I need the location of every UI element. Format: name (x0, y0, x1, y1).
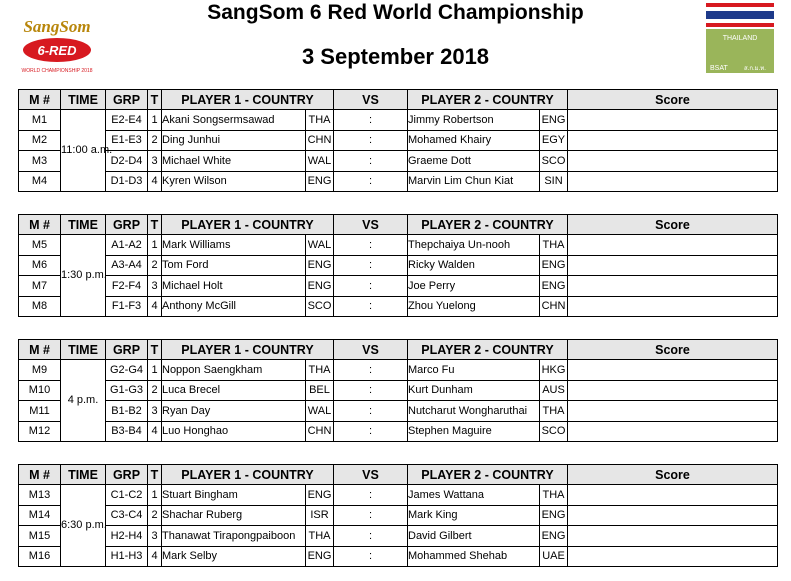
schedule-table (18, 89, 778, 192)
player2-name: James Wattana (408, 485, 540, 506)
player2-name: Mohammed Shehab (408, 546, 540, 567)
player1-country: ENG (306, 546, 334, 567)
player1-country: ENG (306, 485, 334, 506)
col-header-time: TIME (61, 340, 106, 360)
col-header-score: Score (568, 465, 778, 485)
score-cell (568, 485, 778, 506)
match-number: M15 (19, 526, 61, 547)
player2-name: Mark King (408, 505, 540, 526)
table-number: 2 (148, 505, 162, 526)
score-cell (568, 276, 778, 297)
table-number: 2 (148, 130, 162, 151)
vs-separator: : (334, 401, 408, 422)
table-row (19, 130, 778, 151)
col-header-group: GRP (106, 340, 148, 360)
table-row (19, 296, 778, 317)
table-row (19, 235, 778, 256)
player2-country: SCO (540, 421, 568, 442)
col-header-table: T (148, 215, 162, 235)
session-time: 6:30 p.m. (61, 485, 106, 567)
player2-name: Thepchaiya Un-nooh (408, 235, 540, 256)
score-cell (568, 526, 778, 547)
vs-separator: : (334, 380, 408, 401)
page-title: SangSom 6 Red World Championship (207, 1, 584, 24)
page-date: 3 September 2018 (301, 44, 490, 69)
group-pair: F2-F4 (106, 276, 148, 297)
col-header-match: M # (19, 465, 61, 485)
vs-separator: : (334, 110, 408, 131)
flag-right-text: ส.ก.ม.ท. (744, 66, 766, 72)
group-pair: A1-A2 (106, 235, 148, 256)
vs-separator: : (334, 276, 408, 297)
group-pair: E1-E3 (106, 130, 148, 151)
group-pair: G1-G3 (106, 380, 148, 401)
session-time: 1:30 p.m. (61, 235, 106, 317)
player1-country: THA (306, 110, 334, 131)
match-number: M1 (19, 110, 61, 131)
table-number: 4 (148, 171, 162, 192)
player1-country: CHN (306, 130, 334, 151)
table-row (19, 505, 778, 526)
score-cell (568, 171, 778, 192)
table-number: 4 (148, 296, 162, 317)
table-header-row (19, 90, 778, 110)
player1-name: Ding Junhui (162, 130, 306, 151)
player1-name: Akani Songsermsawad (162, 110, 306, 131)
vs-separator: : (334, 130, 408, 151)
col-header-score: Score (568, 340, 778, 360)
logo-tag-text: WORLD CHAMPIONSHIP 2018 (21, 68, 93, 74)
col-header-player2: PLAYER 2 - COUNTRY (408, 215, 568, 235)
match-number: M10 (19, 380, 61, 401)
col-header-player1: PLAYER 1 - COUNTRY (162, 215, 334, 235)
match-number: M8 (19, 296, 61, 317)
score-cell (568, 110, 778, 131)
player1-name: Kyren Wilson (162, 171, 306, 192)
player1-country: WAL (306, 151, 334, 172)
player2-country: UAE (540, 546, 568, 567)
player1-name: Tom Ford (162, 255, 306, 276)
col-header-group: GRP (106, 465, 148, 485)
col-header-player2: PLAYER 2 - COUNTRY (408, 90, 568, 110)
match-number: M16 (19, 546, 61, 567)
match-number: M4 (19, 171, 61, 192)
player1-country: WAL (306, 401, 334, 422)
player1-country: ENG (306, 276, 334, 297)
player2-country: ENG (540, 110, 568, 131)
col-header-match: M # (19, 90, 61, 110)
player2-country: CHN (540, 296, 568, 317)
player1-country: ENG (306, 171, 334, 192)
player2-country: THA (540, 401, 568, 422)
match-number: M5 (19, 235, 61, 256)
vs-separator: : (334, 171, 408, 192)
player1-name: Stuart Bingham (162, 485, 306, 506)
col-header-score: Score (568, 215, 778, 235)
col-header-vs: VS (334, 215, 408, 235)
score-cell (568, 421, 778, 442)
score-cell (568, 401, 778, 422)
table-row (19, 151, 778, 172)
schedule-table (18, 214, 778, 317)
col-header-player1: PLAYER 1 - COUNTRY (162, 340, 334, 360)
col-header-match: M # (19, 215, 61, 235)
col-header-player2: PLAYER 2 - COUNTRY (408, 340, 568, 360)
col-header-table: T (148, 90, 162, 110)
group-pair: D2-D4 (106, 151, 148, 172)
player2-name: Nutcharut Wongharuthai (408, 401, 540, 422)
table-header-row (19, 340, 778, 360)
player1-name: Anthony McGill (162, 296, 306, 317)
player2-name: Marco Fu (408, 360, 540, 381)
vs-separator: : (334, 151, 408, 172)
group-pair: H2-H4 (106, 526, 148, 547)
player2-country: THA (540, 235, 568, 256)
match-number: M13 (19, 485, 61, 506)
table-number: 4 (148, 546, 162, 567)
col-header-player1: PLAYER 1 - COUNTRY (162, 90, 334, 110)
col-header-vs: VS (334, 340, 408, 360)
vs-separator: : (334, 235, 408, 256)
score-cell (568, 235, 778, 256)
player1-name: Luca Brecel (162, 380, 306, 401)
player2-name: Ricky Walden (408, 255, 540, 276)
session-time: 4 p.m. (61, 360, 106, 442)
player1-name: Noppon Saengkham (162, 360, 306, 381)
match-number: M11 (19, 401, 61, 422)
col-header-table: T (148, 465, 162, 485)
group-pair: C3-C4 (106, 505, 148, 526)
vs-separator: : (334, 505, 408, 526)
player2-name: David Gilbert (408, 526, 540, 547)
sangsom-logo (14, 12, 100, 78)
col-header-group: GRP (106, 90, 148, 110)
player2-country: SIN (540, 171, 568, 192)
session-time: 11:00 a.m. (61, 110, 106, 192)
col-header-table: T (148, 340, 162, 360)
match-number: M7 (19, 276, 61, 297)
group-pair: F1-F3 (106, 296, 148, 317)
col-header-match: M # (19, 340, 61, 360)
table-header-row (19, 215, 778, 235)
score-cell (568, 360, 778, 381)
score-cell (568, 255, 778, 276)
table-row (19, 171, 778, 192)
score-cell (568, 380, 778, 401)
player1-country: THA (306, 526, 334, 547)
score-cell (568, 130, 778, 151)
player2-country: THA (540, 485, 568, 506)
group-pair: G2-G4 (106, 360, 148, 381)
player1-country: THA (306, 360, 334, 381)
match-number: M14 (19, 505, 61, 526)
table-number: 1 (148, 110, 162, 131)
col-header-vs: VS (334, 90, 408, 110)
vs-separator: : (334, 526, 408, 547)
table-number: 4 (148, 421, 162, 442)
logo-brand-text: SangSom (23, 17, 91, 36)
player2-country: ENG (540, 505, 568, 526)
table-number: 3 (148, 151, 162, 172)
group-pair: C1-C2 (106, 485, 148, 506)
match-number: M6 (19, 255, 61, 276)
vs-separator: : (334, 485, 408, 506)
table-number: 1 (148, 235, 162, 256)
table-number: 1 (148, 485, 162, 506)
logo-sub-text: 6-RED (37, 43, 77, 58)
group-pair: E2-E4 (106, 110, 148, 131)
col-header-player1: PLAYER 1 - COUNTRY (162, 465, 334, 485)
player2-name: Zhou Yuelong (408, 296, 540, 317)
player1-name: Shachar Ruberg (162, 505, 306, 526)
table-number: 3 (148, 526, 162, 547)
player1-country: ISR (306, 505, 334, 526)
schedule-table (18, 339, 778, 442)
vs-separator: : (334, 360, 408, 381)
score-cell (568, 546, 778, 567)
player2-name: Jimmy Robertson (408, 110, 540, 131)
table-row (19, 380, 778, 401)
player2-country: AUS (540, 380, 568, 401)
table-header-row (19, 465, 778, 485)
table-row (19, 360, 778, 381)
match-number: M3 (19, 151, 61, 172)
table-number: 2 (148, 380, 162, 401)
group-pair: D1-D3 (106, 171, 148, 192)
match-number: M9 (19, 360, 61, 381)
player2-name: Kurt Dunham (408, 380, 540, 401)
score-cell (568, 296, 778, 317)
schedule-table (18, 464, 778, 567)
player2-country: ENG (540, 255, 568, 276)
player1-name: Michael Holt (162, 276, 306, 297)
table-row (19, 546, 778, 567)
col-header-score: Score (568, 90, 778, 110)
col-header-vs: VS (334, 465, 408, 485)
score-cell (568, 505, 778, 526)
player1-name: Mark Williams (162, 235, 306, 256)
player2-name: Mohamed Khairy (408, 130, 540, 151)
vs-separator: : (334, 255, 408, 276)
col-header-time: TIME (61, 465, 106, 485)
player1-country: CHN (306, 421, 334, 442)
group-pair: B1-B2 (106, 401, 148, 422)
player1-country: WAL (306, 235, 334, 256)
table-row (19, 401, 778, 422)
col-header-group: GRP (106, 215, 148, 235)
player1-country: BEL (306, 380, 334, 401)
match-number: M2 (19, 130, 61, 151)
flag-left-text: BSAT (710, 65, 728, 72)
table-row (19, 255, 778, 276)
player1-name: Ryan Day (162, 401, 306, 422)
player1-name: Mark Selby (162, 546, 306, 567)
player2-country: ENG (540, 276, 568, 297)
player2-name: Joe Perry (408, 276, 540, 297)
player2-name: Graeme Dott (408, 151, 540, 172)
player2-country: EGY (540, 130, 568, 151)
col-header-time: TIME (61, 215, 106, 235)
table-number: 2 (148, 255, 162, 276)
table-row (19, 110, 778, 131)
match-number: M12 (19, 421, 61, 442)
col-header-player2: PLAYER 2 - COUNTRY (408, 465, 568, 485)
player2-name: Stephen Maguire (408, 421, 540, 442)
player2-name: Marvin Lim Chun Kiat (408, 171, 540, 192)
table-number: 1 (148, 360, 162, 381)
score-cell (568, 151, 778, 172)
player2-country: SCO (540, 151, 568, 172)
table-row (19, 276, 778, 297)
table-number: 3 (148, 276, 162, 297)
table-row (19, 526, 778, 547)
vs-separator: : (334, 296, 408, 317)
player1-country: SCO (306, 296, 334, 317)
vs-separator: : (334, 546, 408, 567)
table-row (19, 485, 778, 506)
thailand-flag-emblem (706, 3, 774, 73)
player2-country: HKG (540, 360, 568, 381)
vs-separator: : (334, 421, 408, 442)
player2-country: ENG (540, 526, 568, 547)
group-pair: A3-A4 (106, 255, 148, 276)
group-pair: H1-H3 (106, 546, 148, 567)
table-row (19, 421, 778, 442)
player1-name: Thanawat Tirapongpaiboon (162, 526, 306, 547)
group-pair: B3-B4 (106, 421, 148, 442)
col-header-time: TIME (61, 90, 106, 110)
flag-country-text: THAILAND (722, 35, 758, 42)
player1-country: ENG (306, 255, 334, 276)
table-number: 3 (148, 401, 162, 422)
player1-name: Luo Honghao (162, 421, 306, 442)
player1-name: Michael White (162, 151, 306, 172)
